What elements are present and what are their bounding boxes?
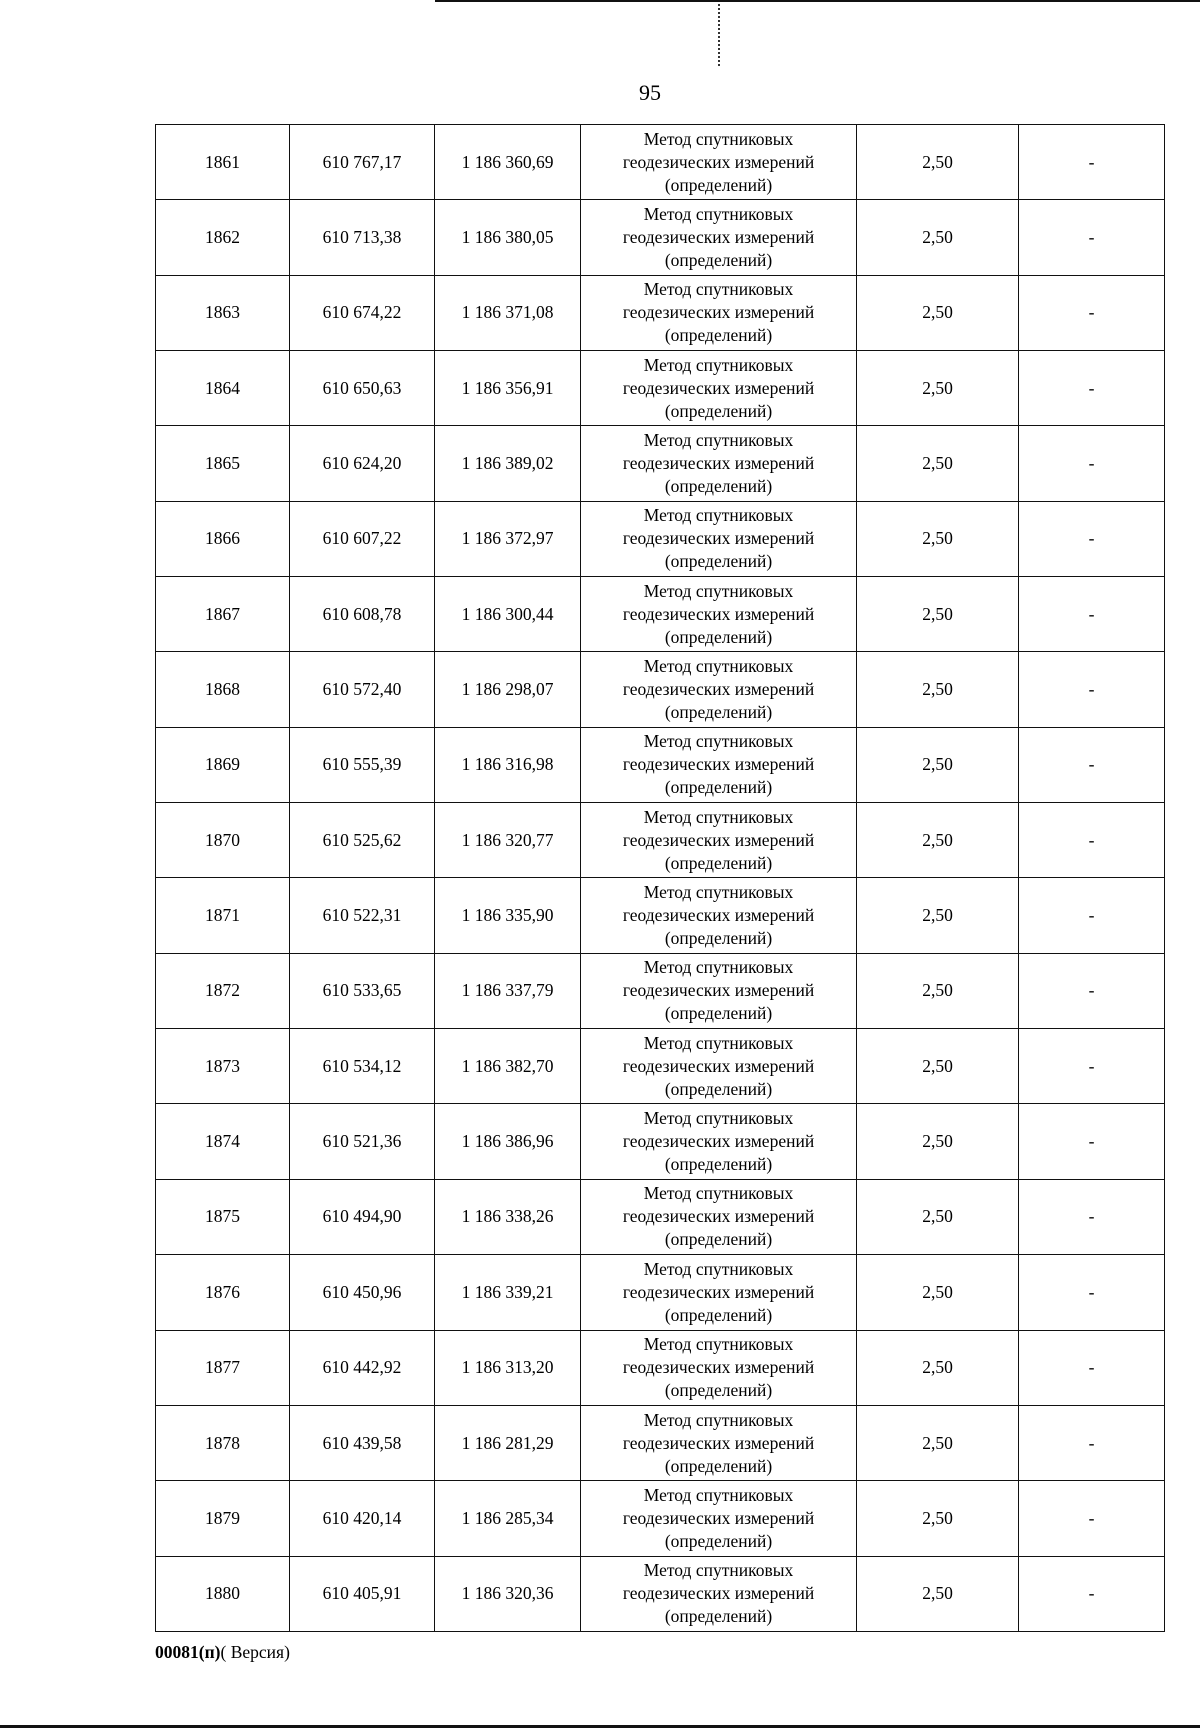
accuracy-cell: 2,50 bbox=[857, 1104, 1019, 1179]
method-cell bbox=[581, 1405, 857, 1480]
method-cell bbox=[581, 501, 857, 576]
table-row bbox=[156, 501, 1165, 576]
note-cell: - bbox=[1019, 652, 1165, 727]
method-cell bbox=[581, 1179, 857, 1254]
y-coordinate-cell: 1 186 320,36 bbox=[435, 1556, 581, 1631]
method-line: (определений) bbox=[664, 174, 773, 195]
x-coordinate-cell: 610 572,40 bbox=[290, 652, 435, 727]
x-coordinate-cell: 610 522,31 bbox=[290, 878, 435, 953]
point-number-cell: 1862 bbox=[156, 200, 290, 275]
method-line: геодезических измерений bbox=[622, 1281, 815, 1302]
method-cell bbox=[581, 803, 857, 878]
x-coordinate-cell: 610 494,90 bbox=[290, 1179, 435, 1254]
x-coordinate-cell: 610 521,36 bbox=[290, 1104, 435, 1179]
method-cell bbox=[581, 125, 857, 200]
x-coordinate-cell: 610 624,20 bbox=[290, 426, 435, 501]
accuracy-cell: 2,50 bbox=[857, 200, 1019, 275]
point-number-cell: 1870 bbox=[156, 803, 290, 878]
accuracy-cell: 2,50 bbox=[857, 1481, 1019, 1556]
y-coordinate-cell: 1 186 339,21 bbox=[435, 1255, 581, 1330]
method-line: (определений) bbox=[664, 1229, 773, 1250]
method-cell bbox=[581, 727, 857, 802]
x-coordinate-cell: 610 767,17 bbox=[290, 125, 435, 200]
method-line: геодезических измерений bbox=[622, 1583, 815, 1604]
note-cell: - bbox=[1019, 125, 1165, 200]
y-coordinate-cell: 1 186 372,97 bbox=[435, 501, 581, 576]
method-cell bbox=[581, 351, 857, 426]
footer-code bbox=[155, 1642, 290, 1663]
method-cell bbox=[581, 200, 857, 275]
y-coordinate-cell: 1 186 380,05 bbox=[435, 200, 581, 275]
table-row bbox=[156, 953, 1165, 1028]
method-line: (определений) bbox=[664, 476, 773, 497]
accuracy-cell: 2,50 bbox=[857, 1029, 1019, 1104]
method-cell bbox=[581, 1255, 857, 1330]
table-row bbox=[156, 1556, 1165, 1631]
coordinates-table-body bbox=[156, 125, 1165, 1632]
method-line: Метод спутниковых bbox=[643, 430, 794, 451]
note-cell: - bbox=[1019, 501, 1165, 576]
point-number-cell: 1864 bbox=[156, 351, 290, 426]
note-cell: - bbox=[1019, 351, 1165, 426]
x-coordinate-cell: 610 555,39 bbox=[290, 727, 435, 802]
x-coordinate-cell: 610 405,91 bbox=[290, 1556, 435, 1631]
method-cell bbox=[581, 878, 857, 953]
method-line: (определений) bbox=[664, 702, 773, 723]
method-cell bbox=[581, 1481, 857, 1556]
accuracy-cell: 2,50 bbox=[857, 1556, 1019, 1631]
point-number-cell: 1868 bbox=[156, 652, 290, 727]
table-row bbox=[156, 125, 1165, 200]
point-number-cell: 1873 bbox=[156, 1029, 290, 1104]
method-cell bbox=[581, 953, 857, 1028]
accuracy-cell: 2,50 bbox=[857, 1179, 1019, 1254]
method-line: Метод спутниковых bbox=[643, 1484, 794, 1505]
note-cell: - bbox=[1019, 577, 1165, 652]
method-line: Метод спутниковых bbox=[643, 806, 794, 827]
point-number-cell: 1867 bbox=[156, 577, 290, 652]
method-cell bbox=[581, 275, 857, 350]
note-cell: - bbox=[1019, 1029, 1165, 1104]
table-row bbox=[156, 426, 1165, 501]
accuracy-cell: 2,50 bbox=[857, 953, 1019, 1028]
accuracy-cell: 2,50 bbox=[857, 803, 1019, 878]
method-line: Метод спутниковых bbox=[643, 882, 794, 903]
y-coordinate-cell: 1 186 285,34 bbox=[435, 1481, 581, 1556]
coordinates-table bbox=[155, 124, 1165, 1632]
x-coordinate-cell: 610 420,14 bbox=[290, 1481, 435, 1556]
x-coordinate-cell: 610 525,62 bbox=[290, 803, 435, 878]
table-row bbox=[156, 351, 1165, 426]
y-coordinate-cell: 1 186 298,07 bbox=[435, 652, 581, 727]
point-number-cell: 1876 bbox=[156, 1255, 290, 1330]
method-line: геодезических измерений bbox=[622, 151, 815, 172]
method-line: геодезических измерений bbox=[622, 1131, 815, 1152]
accuracy-cell: 2,50 bbox=[857, 878, 1019, 953]
page-number: 95 bbox=[639, 80, 661, 105]
point-number-cell: 1880 bbox=[156, 1556, 290, 1631]
method-line: (определений) bbox=[664, 551, 773, 572]
y-coordinate-cell: 1 186 337,79 bbox=[435, 953, 581, 1028]
x-coordinate-cell: 610 650,63 bbox=[290, 351, 435, 426]
method-line: Метод спутниковых bbox=[643, 1560, 794, 1581]
method-line: геодезических измерений bbox=[622, 377, 815, 398]
method-line: (определений) bbox=[664, 1304, 773, 1325]
point-number-cell: 1866 bbox=[156, 501, 290, 576]
method-line: геодезических измерений bbox=[622, 1507, 815, 1528]
note-cell: - bbox=[1019, 727, 1165, 802]
method-line: геодезических измерений bbox=[622, 1357, 815, 1378]
table-row bbox=[156, 1330, 1165, 1405]
accuracy-cell: 2,50 bbox=[857, 1330, 1019, 1405]
accuracy-cell: 2,50 bbox=[857, 652, 1019, 727]
method-line: Метод спутниковых bbox=[643, 1032, 794, 1053]
method-line: Метод спутниковых bbox=[643, 505, 794, 526]
method-line: (определений) bbox=[664, 852, 773, 873]
method-line: (определений) bbox=[664, 1078, 773, 1099]
accuracy-cell: 2,50 bbox=[857, 501, 1019, 576]
x-coordinate-cell: 610 713,38 bbox=[290, 200, 435, 275]
method-line: геодезических измерений bbox=[622, 679, 815, 700]
method-line: (определений) bbox=[664, 626, 773, 647]
point-number-cell: 1878 bbox=[156, 1405, 290, 1480]
method-line: (определений) bbox=[664, 1455, 773, 1476]
method-line: Метод спутниковых bbox=[643, 1108, 794, 1129]
method-line: (определений) bbox=[664, 325, 773, 346]
y-coordinate-cell: 1 186 386,96 bbox=[435, 1104, 581, 1179]
point-number-cell: 1874 bbox=[156, 1104, 290, 1179]
x-coordinate-cell: 610 533,65 bbox=[290, 953, 435, 1028]
method-cell bbox=[581, 1330, 857, 1405]
y-coordinate-cell: 1 186 335,90 bbox=[435, 878, 581, 953]
point-number-cell: 1879 bbox=[156, 1481, 290, 1556]
accuracy-cell: 2,50 bbox=[857, 426, 1019, 501]
method-line: Метод спутниковых bbox=[643, 731, 794, 752]
method-cell bbox=[581, 1104, 857, 1179]
point-number-cell: 1869 bbox=[156, 727, 290, 802]
method-line: Метод спутниковых bbox=[643, 1334, 794, 1355]
method-line: геодезических измерений bbox=[622, 754, 815, 775]
x-coordinate-cell: 610 608,78 bbox=[290, 577, 435, 652]
accuracy-cell: 2,50 bbox=[857, 275, 1019, 350]
method-line: геодезических измерений bbox=[622, 905, 815, 926]
x-coordinate-cell: 610 607,22 bbox=[290, 501, 435, 576]
table-row bbox=[156, 727, 1165, 802]
method-cell bbox=[581, 652, 857, 727]
method-line: Метод спутниковых bbox=[643, 1258, 794, 1279]
method-line: Метод спутниковых bbox=[643, 204, 794, 225]
table-row bbox=[156, 1104, 1165, 1179]
table-row bbox=[156, 1481, 1165, 1556]
y-coordinate-cell: 1 186 320,77 bbox=[435, 803, 581, 878]
note-cell: - bbox=[1019, 953, 1165, 1028]
method-line: (определений) bbox=[664, 1606, 773, 1627]
method-line: геодезических измерений bbox=[622, 1206, 815, 1227]
table-row bbox=[156, 577, 1165, 652]
method-line: (определений) bbox=[664, 928, 773, 949]
method-line: (определений) bbox=[664, 1003, 773, 1024]
note-cell: - bbox=[1019, 1405, 1165, 1480]
y-coordinate-cell: 1 186 360,69 bbox=[435, 125, 581, 200]
table-row bbox=[156, 878, 1165, 953]
accuracy-cell: 2,50 bbox=[857, 1255, 1019, 1330]
method-line: геодезических измерений bbox=[622, 829, 815, 850]
accuracy-cell: 2,50 bbox=[857, 125, 1019, 200]
method-line: (определений) bbox=[664, 777, 773, 798]
method-line: Метод спутниковых bbox=[643, 957, 794, 978]
method-line: Метод спутниковых bbox=[643, 656, 794, 677]
note-cell: - bbox=[1019, 200, 1165, 275]
method-line: геодезических измерений bbox=[622, 227, 815, 248]
method-line: Метод спутниковых bbox=[643, 1409, 794, 1430]
x-coordinate-cell: 610 439,58 bbox=[290, 1405, 435, 1480]
y-coordinate-cell: 1 186 313,20 bbox=[435, 1330, 581, 1405]
method-line: Метод спутниковых bbox=[643, 279, 794, 300]
method-line: Метод спутниковых bbox=[643, 128, 794, 149]
bottom-rule bbox=[0, 1725, 1200, 1728]
point-number-cell: 1871 bbox=[156, 878, 290, 953]
note-cell: - bbox=[1019, 1556, 1165, 1631]
method-line: Метод спутниковых bbox=[643, 1183, 794, 1204]
x-coordinate-cell: 610 534,12 bbox=[290, 1029, 435, 1104]
method-line: (определений) bbox=[664, 1530, 773, 1551]
point-number-cell: 1877 bbox=[156, 1330, 290, 1405]
y-coordinate-cell: 1 186 316,98 bbox=[435, 727, 581, 802]
table-row bbox=[156, 1255, 1165, 1330]
note-cell: - bbox=[1019, 426, 1165, 501]
note-cell: - bbox=[1019, 878, 1165, 953]
table-row bbox=[156, 1029, 1165, 1104]
y-coordinate-cell: 1 186 300,44 bbox=[435, 577, 581, 652]
method-line: геодезических измерений bbox=[622, 1432, 815, 1453]
method-line: геодезических измерений bbox=[622, 603, 815, 624]
note-cell: - bbox=[1019, 1330, 1165, 1405]
point-number-cell: 1865 bbox=[156, 426, 290, 501]
table-row bbox=[156, 1179, 1165, 1254]
top-rule bbox=[435, 0, 1200, 2]
x-coordinate-cell: 610 450,96 bbox=[290, 1255, 435, 1330]
x-coordinate-cell: 610 674,22 bbox=[290, 275, 435, 350]
method-cell bbox=[581, 1556, 857, 1631]
accuracy-cell: 2,50 bbox=[857, 351, 1019, 426]
method-line: Метод спутниковых bbox=[643, 354, 794, 375]
table-row bbox=[156, 200, 1165, 275]
x-coordinate-cell: 610 442,92 bbox=[290, 1330, 435, 1405]
y-coordinate-cell: 1 186 382,70 bbox=[435, 1029, 581, 1104]
method-line: геодезических измерений bbox=[622, 453, 815, 474]
method-line: геодезических измерений bbox=[622, 302, 815, 323]
table-row bbox=[156, 275, 1165, 350]
accuracy-cell: 2,50 bbox=[857, 1405, 1019, 1480]
table-row bbox=[156, 803, 1165, 878]
point-number-cell: 1863 bbox=[156, 275, 290, 350]
y-coordinate-cell: 1 186 281,29 bbox=[435, 1405, 581, 1480]
note-cell: - bbox=[1019, 803, 1165, 878]
method-line: (определений) bbox=[664, 1154, 773, 1175]
method-cell bbox=[581, 426, 857, 501]
point-number-cell: 1872 bbox=[156, 953, 290, 1028]
y-coordinate-cell: 1 186 356,91 bbox=[435, 351, 581, 426]
method-line: геодезических измерений bbox=[622, 980, 815, 1001]
method-line: (определений) bbox=[664, 1380, 773, 1401]
table-row bbox=[156, 1405, 1165, 1480]
method-line: геодезических измерений bbox=[622, 1055, 815, 1076]
method-line: (определений) bbox=[664, 400, 773, 421]
note-cell: - bbox=[1019, 275, 1165, 350]
method-line: (определений) bbox=[664, 250, 773, 271]
method-cell bbox=[581, 1029, 857, 1104]
point-number-cell: 1861 bbox=[156, 125, 290, 200]
y-coordinate-cell: 1 186 371,08 bbox=[435, 275, 581, 350]
footer-form-code: 00081(п) bbox=[155, 1642, 221, 1662]
note-cell: - bbox=[1019, 1104, 1165, 1179]
fold-mark bbox=[718, 4, 720, 66]
y-coordinate-cell: 1 186 338,26 bbox=[435, 1179, 581, 1254]
footer-version: ( Версия) bbox=[220, 1642, 290, 1662]
point-number-cell: 1875 bbox=[156, 1179, 290, 1254]
method-line: Метод спутниковых bbox=[643, 580, 794, 601]
note-cell: - bbox=[1019, 1179, 1165, 1254]
accuracy-cell: 2,50 bbox=[857, 727, 1019, 802]
method-line: геодезических измерений bbox=[622, 528, 815, 549]
table-row bbox=[156, 652, 1165, 727]
accuracy-cell: 2,50 bbox=[857, 577, 1019, 652]
note-cell: - bbox=[1019, 1481, 1165, 1556]
method-cell bbox=[581, 577, 857, 652]
note-cell: - bbox=[1019, 1255, 1165, 1330]
y-coordinate-cell: 1 186 389,02 bbox=[435, 426, 581, 501]
